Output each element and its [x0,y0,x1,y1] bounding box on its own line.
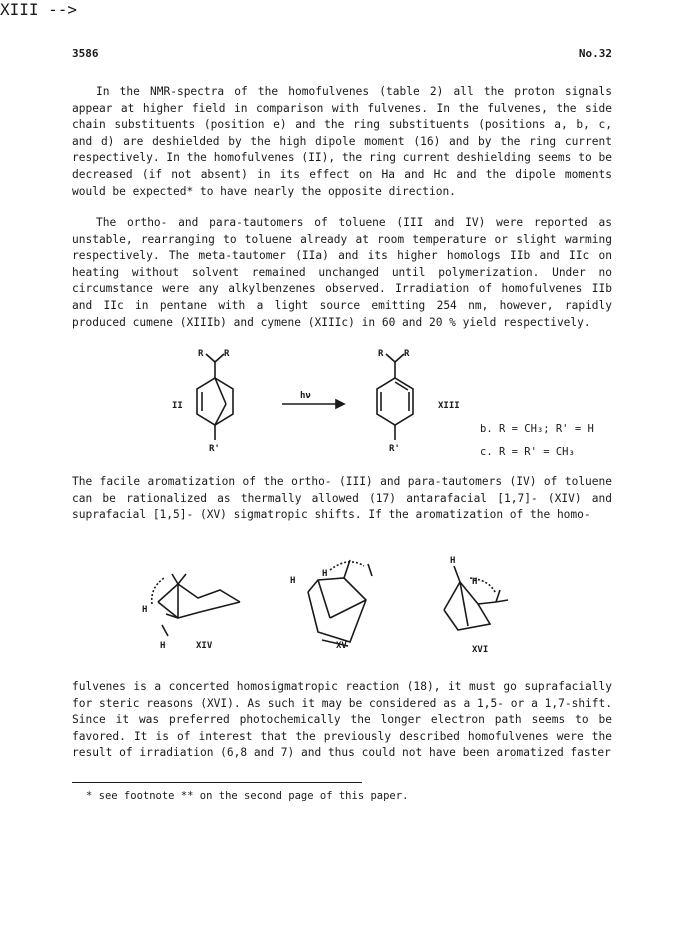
paragraph-3: The facile aromatization of the ortho- (III) and para-tautomers (IV) of toluene can be rationalized as thermally allowed (17) antarafacial [1,7]- (XIV) and suprafacial [1,5]- (XV) sigmatropic shifts. If the aromatization of the homo- [72,475,612,522]
paragraph-1: In the NMR-spectra of the homofulvenes (table 2) all the proton signals appear at higher field in comparison with fulvenes. In the fulvenes, the side chain substituents (position e) and the ring substituents (positions a, b, c, and d) are deshielded by the high dipole moment (16) and by the ring current respectively. In the homofulvenes (II), the ring current deshielding seems to be decreased (if not absent) in its effect on Ha and Hc and the dipole moments would be expected* to have nearly the opposite direction. [72,85,612,198]
legend-c: c. R = R' = CH₃ [480,446,575,458]
substituent-r-right-1: R [378,349,384,359]
atom-h-xv-2: H [322,569,328,579]
substituent-r-right-2: R [404,349,410,359]
atom-h-xiv-1: H [142,605,148,615]
substituent-rp-left: R' [209,444,220,454]
footnote-divider [72,782,362,783]
paragraph-2: The ortho- and para-tautomers of toluene (III and IV) were reported as unstable, rearranging to toluene already at room temperature or slight warming respectively. The meta-tautomer (IIa) and its higher homologs IIb and IIc on heating without solvent remained unchanged until polymerization. Under no circumstance were any alkylbenzenes observed. Irradiation of homofulvenes IIb and IIc in pentane with a light source emitting 254 nm, however, rapidly produced cumene (XIIIb) and cymene (XIIIc) in 60 and 20 % yield respectively. [72,216,612,329]
atom-h-xvi-1: H [450,556,456,566]
substituent-r-left-1: R [198,349,204,359]
footnote: * see footnote ** on the second page of this paper. [86,790,409,802]
compound-label-xiv: XIV [196,641,213,651]
atom-h-xvi-2: H [472,577,478,587]
arrow-label-hv: hν [300,391,311,401]
atom-h-xiv-2: H [160,641,166,651]
paragraph-4: fulvenes is a concerted homosigmatropic reaction (18), it must go suprafacially for steric reasons (XVI). As such it may be considered as a 1,5- or a 1,7-shift. Since it was preferred photochemically the longer electron path seems to be favored. It is of interest that the previously described homofulvenes were the result of irradiation (6,8 and 7) and thus could not have been aromatized faster [72,680,612,760]
substituent-rp-right: R' [389,444,400,454]
page-number: 3586 [72,47,99,60]
atom-h-xv-1: H [290,576,296,586]
legend-b: b. R = CH₃; R' = H [480,423,594,435]
issue-number: No.32 [578,47,612,60]
compound-label-xiii: XIII [438,401,460,411]
compound-label-xvi: XVI [472,645,489,655]
compound-label-ii: II [172,401,183,411]
compound-label-xv: XV [336,641,347,651]
substituent-r-left-2: R [224,349,230,359]
